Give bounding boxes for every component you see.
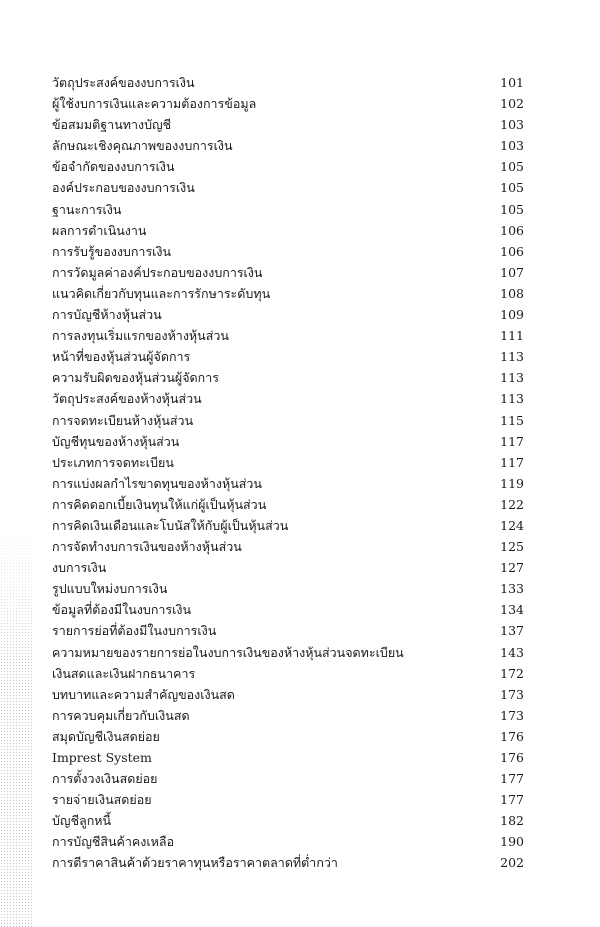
toc-entry-title: การคิดเงินเดือนและโบนัสให้กับผู้เป็นหุ้นส่วน bbox=[52, 517, 289, 533]
toc-entry bbox=[52, 325, 524, 346]
toc-entry bbox=[52, 241, 524, 262]
toc-entry bbox=[52, 283, 524, 304]
toc-entry-title: การแบ่งผลกำไรขาดทุนของห้างหุ้นส่วน bbox=[52, 475, 262, 491]
toc-entry bbox=[52, 747, 524, 768]
toc-entry-title: การควบคุมเกี่ยวกับเงินสด bbox=[52, 707, 190, 723]
toc-entry-page-number: 122 bbox=[500, 496, 524, 512]
toc-entry-title: ผู้ใช้งบการเงินและความต้องการข้อมูล bbox=[52, 96, 257, 112]
toc-entry-page-number: 113 bbox=[500, 349, 524, 365]
toc-entry-title: ความรับผิดของหุ้นส่วนผู้จัดการ bbox=[52, 370, 219, 386]
toc-entry-title: บัญชีลูกหนี้ bbox=[52, 813, 112, 829]
toc-entry bbox=[52, 705, 524, 726]
toc-entry-title: ลักษณะเชิงคุณภาพของงบการเงิน bbox=[52, 138, 233, 154]
page-edge-shadow bbox=[0, 0, 36, 927]
toc-entry bbox=[52, 114, 524, 135]
toc-entry bbox=[52, 367, 524, 388]
toc-entry-page-number: 173 bbox=[500, 686, 524, 702]
toc-entry-title: การรับรู้ของงบการเงิน bbox=[52, 243, 172, 259]
toc-entry-page-number: 119 bbox=[500, 475, 524, 491]
toc-entry-title: รายจ่ายเงินสดย่อย bbox=[52, 792, 152, 808]
toc-entry-title: การบัญชีสินค้าคงเหลือ bbox=[52, 834, 175, 850]
toc-entry-title: ฐานะการเงิน bbox=[52, 201, 122, 217]
toc-entry-title: การตีราคาสินค้าด้วยราคาทุนหรือราคาตลาดที่ต่ำกว่า bbox=[52, 855, 338, 871]
toc-entry bbox=[52, 72, 524, 93]
toc-entry bbox=[52, 410, 524, 431]
toc-entry-title: รายการย่อที่ต้องมีในงบการเงิน bbox=[52, 623, 217, 639]
toc-entry bbox=[52, 156, 524, 177]
toc-entry-title: บัญชีทุนของห้างหุ้นส่วน bbox=[52, 433, 180, 449]
toc-entry bbox=[52, 789, 524, 810]
toc-entry bbox=[52, 557, 524, 578]
toc-entry-page-number: 172 bbox=[500, 665, 524, 681]
toc-entry-page-number: 182 bbox=[500, 813, 524, 829]
toc-entry bbox=[52, 663, 524, 684]
toc-entry-title: วัตถุประสงค์ของงบการเงิน bbox=[52, 75, 195, 90]
toc-entry bbox=[52, 684, 524, 705]
toc-entry-title: ผลการดำเนินงาน bbox=[52, 222, 147, 238]
toc-entry-page-number: 125 bbox=[500, 539, 524, 555]
toc-entry-page-number: 173 bbox=[500, 707, 524, 723]
toc-entry-page-number: 103 bbox=[500, 138, 524, 154]
toc-entry bbox=[52, 726, 524, 747]
toc-entry bbox=[52, 220, 524, 241]
toc-entry-title: งบการเงิน bbox=[52, 560, 107, 576]
toc-entry bbox=[52, 304, 524, 325]
toc-entry-page-number: 133 bbox=[500, 581, 524, 597]
toc-entry-title: การตั้งวงเงินสดย่อย bbox=[52, 771, 158, 787]
toc-entry-page-number: 106 bbox=[500, 243, 524, 259]
toc-entry-page-number: 102 bbox=[500, 96, 524, 112]
toc-entry-title: การบัญชีห้างหุ้นส่วน bbox=[52, 307, 162, 323]
toc-entry-title: สมุดบัญชีเงินสดย่อย bbox=[52, 728, 160, 744]
toc-entry-page-number: 113 bbox=[500, 370, 524, 386]
toc-entry-title: ข้อสมมติฐานทางบัญชี bbox=[52, 117, 172, 133]
toc-entry-title: เงินสดและเงินฝากธนาคาร bbox=[52, 665, 196, 681]
toc-entry bbox=[52, 452, 524, 473]
toc-entry-title: รูปแบบใหม่งบการเงิน bbox=[52, 581, 168, 597]
toc-entry bbox=[52, 431, 524, 452]
toc-entry-page-number: 177 bbox=[500, 771, 524, 787]
toc-entry-page-number: 105 bbox=[500, 180, 524, 196]
toc-entry bbox=[52, 599, 524, 620]
toc-entry-page-number: 127 bbox=[500, 560, 524, 576]
toc-entry-page-number: 105 bbox=[500, 159, 524, 175]
toc-entry-page-number: 113 bbox=[500, 391, 524, 407]
toc-entry-title: การคิดดอกเบี้ยเงินทุนให้แก่ผู้เป็นหุ้นส่วน bbox=[52, 496, 267, 512]
toc-entry bbox=[52, 536, 524, 557]
toc-entry-title: องค์ประกอบของงบการเงิน bbox=[52, 180, 195, 196]
toc-entry bbox=[52, 473, 524, 494]
toc-entry bbox=[52, 852, 524, 873]
toc-entry bbox=[52, 810, 524, 831]
toc-entry bbox=[52, 642, 524, 663]
toc-entry-title: การจดทะเบียนห้างหุ้นส่วน bbox=[52, 412, 194, 428]
toc-entry bbox=[52, 135, 524, 156]
toc-entry-title: หน้าที่ของหุ้นส่วนผู้จัดการ bbox=[52, 349, 191, 365]
toc-entry bbox=[52, 262, 524, 283]
toc-entry-page-number: 103 bbox=[500, 117, 524, 133]
toc-entry-title: การวัดมูลค่าองค์ประกอบของงบการเงิน bbox=[52, 264, 263, 280]
toc-entry-title: การลงทุนเริ่มแรกของห้างหุ้นส่วน bbox=[52, 328, 229, 344]
toc-entry-page-number: 107 bbox=[500, 264, 524, 280]
toc-entry bbox=[52, 578, 524, 599]
toc-entry-page-number: 117 bbox=[500, 454, 524, 470]
toc-entry-page-number: 143 bbox=[500, 644, 524, 660]
toc-entry-page-number: 115 bbox=[500, 412, 524, 428]
toc-entry-title: บทบาทและความสำคัญของเงินสด bbox=[52, 686, 235, 702]
toc-entry-title: แนวคิดเกี่ยวกับทุนและการรักษาระดับทุน bbox=[52, 285, 271, 301]
toc-entry bbox=[52, 620, 524, 641]
toc-entry-page-number: 106 bbox=[500, 222, 524, 238]
toc-entry-page-number: 176 bbox=[500, 728, 524, 744]
toc-entry-title: การจัดทำงบการเงินของห้างหุ้นส่วน bbox=[52, 539, 242, 555]
toc-entry-title: ความหมายของรายการย่อในงบการเงินของห้างหุ้นส่วนจดทะเบียน bbox=[52, 644, 404, 660]
toc-entry bbox=[52, 494, 524, 515]
toc-entry bbox=[52, 515, 524, 536]
toc-entry bbox=[52, 199, 524, 220]
toc-entry-page-number: 117 bbox=[500, 433, 524, 449]
toc-entry-title: Imprest System bbox=[52, 750, 152, 765]
toc-entry-page-number: 176 bbox=[500, 750, 524, 765]
toc-entry-page-number: 109 bbox=[500, 307, 524, 323]
toc-entry-page-number: 134 bbox=[500, 602, 524, 618]
toc-entry-page-number: 124 bbox=[500, 517, 524, 533]
toc-entry-page-number: 177 bbox=[500, 792, 524, 808]
toc-entry-title: ข้อจำกัดของงบการเงิน bbox=[52, 159, 175, 175]
table-of-contents bbox=[52, 72, 524, 874]
toc-entry-page-number: 190 bbox=[500, 834, 524, 850]
toc-entry bbox=[52, 768, 524, 789]
toc-entry-page-number: 137 bbox=[500, 623, 524, 639]
toc-entry bbox=[52, 93, 524, 114]
toc-entry bbox=[52, 177, 524, 198]
toc-entry-title: วัตถุประสงค์ของห้างหุ้นส่วน bbox=[52, 391, 202, 407]
toc-entry bbox=[52, 831, 524, 852]
toc-entry-title: ประเภทการจดทะเบียน bbox=[52, 454, 174, 470]
toc-entry-page-number: 111 bbox=[500, 328, 524, 344]
toc-entry-page-number: 105 bbox=[500, 201, 524, 217]
toc-entry-page-number: 202 bbox=[500, 855, 524, 871]
toc-entry-title: ข้อมูลที่ต้องมีในงบการเงิน bbox=[52, 602, 192, 618]
toc-entry-page-number: 108 bbox=[500, 285, 524, 301]
toc-entry bbox=[52, 388, 524, 409]
toc-entry bbox=[52, 346, 524, 367]
toc-entry-page-number: 101 bbox=[500, 75, 524, 90]
